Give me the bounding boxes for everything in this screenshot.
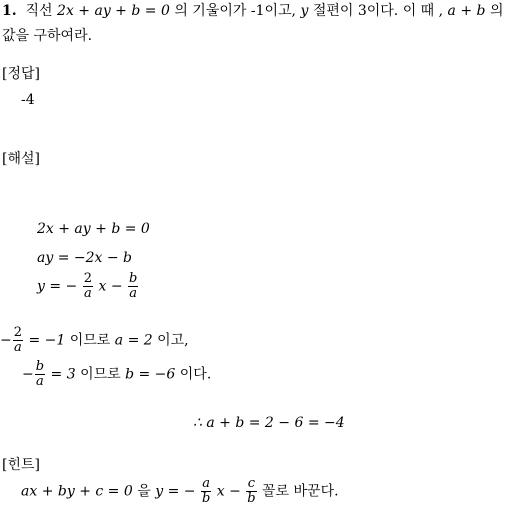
- solution-equation-3: [37, 272, 139, 301]
- fraction: [246, 477, 256, 506]
- problem-text: 의: [489, 3, 504, 19]
- solution-step-2: [22, 360, 211, 389]
- problem-text: 의 기울이가 -1이고,: [174, 3, 296, 19]
- equation-part: ax + by + c = 0: [21, 483, 133, 500]
- problem-number: 1.: [2, 3, 17, 19]
- fraction-numerator: b: [35, 359, 45, 374]
- step-text: 이므로: [80, 366, 121, 383]
- fraction-denominator: a: [13, 340, 22, 355]
- equation-part: a = 2: [114, 332, 153, 349]
- equation-part: −: [22, 366, 34, 383]
- solution-equation-2: ay = −2x − b: [37, 250, 133, 266]
- fraction-denominator: b: [201, 491, 211, 506]
- equation-part: = −1: [28, 332, 66, 349]
- equation-part: y = −: [155, 483, 196, 500]
- hint-text: [21, 477, 339, 506]
- hint-word: 꼴로 바꾼다.: [262, 483, 339, 500]
- equation-part: −: [0, 332, 12, 349]
- equation-part: = 3: [50, 366, 76, 383]
- equation-part: x −: [216, 483, 241, 500]
- equation-part: b = −6: [125, 366, 176, 383]
- fraction-numerator: c: [247, 476, 256, 491]
- equation-part: y = −: [37, 278, 78, 295]
- equation-part: x −: [98, 278, 123, 295]
- fraction: [35, 360, 45, 389]
- problem-text: 절편이 3이다. 이 때 ,: [312, 3, 444, 19]
- problem-variable: y: [300, 3, 309, 19]
- fraction-numerator: 2: [13, 325, 23, 340]
- solution-label: [해설]: [2, 151, 40, 167]
- problem-text: 직선: [25, 3, 53, 19]
- hint-word: 을: [137, 483, 151, 500]
- answer-label: [정답]: [2, 66, 40, 82]
- problem-equation: 2x + ay + b = 0: [57, 3, 170, 19]
- solution-equation-1: 2x + ay + b = 0: [37, 221, 150, 237]
- problem-expression: a + b: [447, 3, 486, 19]
- problem-line-2: 값을 구하여라.: [2, 28, 93, 44]
- step-text: 이고,: [157, 332, 189, 349]
- fraction-denominator: a: [36, 374, 44, 389]
- fraction-numerator: 2: [83, 271, 93, 286]
- step-text: 이다.: [179, 366, 212, 383]
- fraction: [13, 326, 23, 355]
- solution-conclusion: ∴ a + b = 2 − 6 = −4: [193, 415, 345, 431]
- fraction-denominator: b: [247, 491, 256, 506]
- fraction-numerator: a: [202, 476, 210, 491]
- fraction: [128, 272, 138, 301]
- fraction-denominator: a: [83, 286, 92, 301]
- problem-line-1: [2, 4, 503, 18]
- answer-value: -4: [21, 92, 35, 108]
- step-text: 이므로: [69, 332, 111, 349]
- hint-label: [힌트]: [2, 457, 40, 473]
- solution-step-1: [0, 326, 189, 355]
- fraction-numerator: b: [129, 271, 138, 286]
- fraction-denominator: a: [129, 286, 138, 301]
- fraction: [201, 477, 211, 506]
- fraction: [83, 272, 93, 301]
